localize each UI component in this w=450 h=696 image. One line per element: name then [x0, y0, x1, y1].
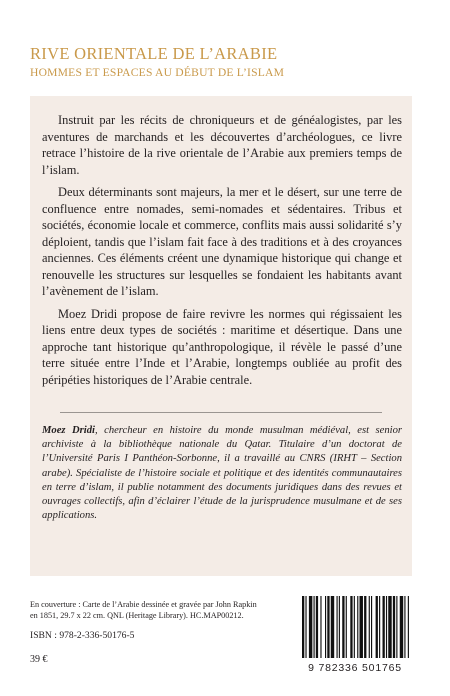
summary-paragraph-2: Deux déterminants sont majeurs, la mer et le désert, sur une terre de confluence entre nomades, semi-nomades et sédentaires. Tribus et sociétés, économie locale et commerce, conflits mais aussi solidarité s’y déploient, tandis que l’islam fait face à des traditions et à des croyances anciennes. Ces éléments créent une dynamique historique qui change et renouvelle les structures sur lesquelles se fondaient les habitants avant l’avènement de l’islam.	[42, 185, 402, 298]
barcode-bar	[386, 596, 387, 658]
barcode-digits: 9 782336 501765	[308, 662, 402, 674]
barcode-bar	[314, 596, 315, 658]
author-bio	[42, 424, 402, 523]
barcode-bar	[376, 596, 378, 658]
barcode-bar	[339, 596, 340, 658]
barcode-bar	[316, 596, 318, 658]
barcode-bars	[296, 596, 414, 662]
barcode-bar	[346, 596, 347, 658]
barcode-bar	[404, 596, 405, 658]
barcode	[292, 592, 418, 680]
barcode-bar	[350, 596, 352, 658]
barcode-bar	[383, 596, 385, 658]
barcode-bar	[364, 596, 366, 658]
barcode-bar	[309, 596, 312, 658]
barcode-bar	[408, 596, 409, 658]
book-subtitle: HOMMES ET ESPACES AU DÉBUT DE L’ISLAM	[30, 66, 285, 79]
barcode-bar	[400, 596, 403, 658]
barcode-bar	[354, 596, 355, 658]
barcode-bar	[327, 596, 329, 658]
price: 39 €	[30, 654, 48, 665]
barcode-bar	[342, 596, 344, 658]
barcode-bar	[302, 596, 304, 658]
summary-text	[42, 112, 402, 394]
barcode-bar	[331, 596, 334, 658]
barcode-bar	[320, 596, 321, 658]
isbn: ISBN : 978-2-336-50176-5	[30, 630, 135, 641]
barcode-bar	[396, 596, 397, 658]
author-name: Moez Dridi	[42, 425, 95, 436]
author-bio-text: , chercheur en histoire du monde musulman médiéval, est senior archiviste à la bibliothèque nationale du Qatar. Titulaire d’un doctorat de l’Université Paris I Panthéon-Sorbonne, il a travaillé au CNRS (IRHT – Section arabe). Spécialiste de l’histoire sociale et politique et des identités communautaires en terre d’islam, il publie notamment des documents juridiques dans des revues et ouvrages collectifs, afin d’éclairer l’étude de la jurisprudence musulmane et de ses applications.	[42, 425, 402, 522]
barcode-bar	[360, 596, 363, 658]
barcode-bar	[379, 596, 380, 658]
book-title: RIVE ORIENTALE DE L’ARABIE	[30, 44, 278, 63]
barcode-bar	[393, 596, 395, 658]
section-divider	[60, 412, 382, 413]
barcode-bar	[388, 596, 391, 658]
summary-paragraph-1: Instruit par les récits de chroniqueurs et de généalogistes, par les aventures de marchands et les découvertes d’archéologues, ce livre retrace l’histoire de la rive orientale de l’Arabie aux premiers temps de l’islam.	[42, 113, 402, 177]
cover-credit: En couverture : Carte de l’Arabie dessinée et gravée par John Rapkin en 1851, 29.7 x 22 cm. QNL (Heritage Library). HC.MAP00212.	[30, 600, 257, 620]
barcode-bar	[305, 596, 306, 658]
barcode-bar	[357, 596, 358, 658]
summary-paragraph-3: Moez Dridi propose de faire revivre les normes qui régissaient les liens entre deux types de sociétés : maritime et désertique. Dans une approche tant historique qu’anthropologique, il révèle le passé d’une terre située entre l’Inde et l’Arabie, longtemps oubliée au profit des péripéties historiques de l’Arabie centrale.	[42, 306, 402, 387]
barcode-bar	[369, 596, 370, 658]
barcode-bar	[371, 596, 372, 658]
barcode-bar	[325, 596, 326, 658]
barcode-bar	[337, 596, 338, 658]
